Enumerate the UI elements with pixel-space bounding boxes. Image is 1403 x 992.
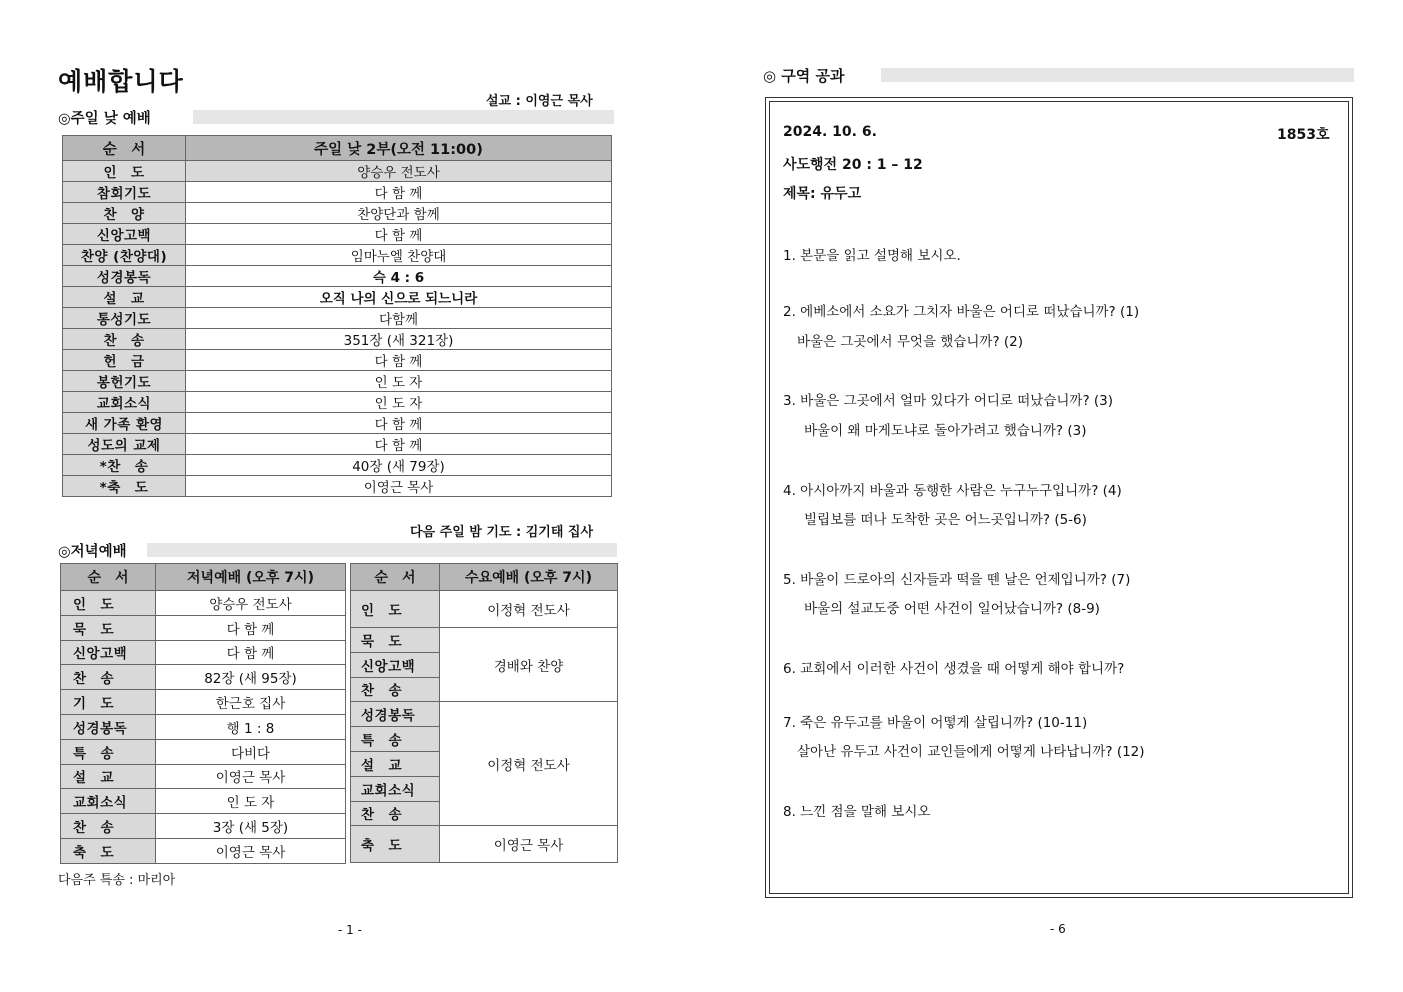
order-header: 순 서 [351, 564, 440, 591]
table-header-row [63, 136, 612, 161]
table-row [61, 714, 346, 739]
table-row [61, 665, 346, 690]
order-label: 설 교 [351, 751, 440, 776]
order-value: 한근호 집사 [156, 690, 346, 715]
table-row [61, 764, 346, 789]
section-divider-bar [147, 543, 617, 557]
next-special-song: 다음주 특송 : 마리아 [58, 873, 176, 888]
order-label: 인 도 [63, 161, 186, 182]
order-value: 슥 4 : 6 [186, 266, 612, 287]
table-row [61, 591, 346, 616]
order-label: 성경봉독 [63, 266, 186, 287]
service-header: 저녁예배 (오후 7시) [156, 564, 346, 591]
table-row [63, 266, 612, 287]
order-value: 다 함 께 [156, 615, 346, 640]
order-value: 인 도 자 [156, 789, 346, 814]
table-row [63, 350, 612, 371]
question-4: 4. 아시아까지 바울과 동행한 사람은 누구누구입니까? (4) [783, 483, 1122, 499]
order-value: 인 도 자 [186, 371, 612, 392]
table-row [63, 203, 612, 224]
table-row [63, 329, 612, 350]
sermon-credit: 설교 : 이영근 목사 [486, 94, 593, 109]
order-value: 찬양단과 함께 [186, 203, 612, 224]
question-4-sub: 빌립보를 떠나 도착한 곳은 어느곳입니까? (5-6) [804, 512, 1087, 528]
table-row [63, 245, 612, 266]
order-value: 82장 (새 95장) [156, 665, 346, 690]
order-label: *찬 송 [63, 455, 186, 476]
order-label: 봉헌기도 [63, 371, 186, 392]
order-label: 찬 송 [61, 665, 156, 690]
order-label: 묵 도 [351, 628, 440, 653]
question-2: 2. 에베소에서 소요가 그치자 바울은 어디로 떠났습니까? (1) [783, 304, 1140, 320]
order-label: 성경봉독 [351, 702, 440, 727]
table-row [61, 838, 346, 863]
order-label: 교회소식 [63, 392, 186, 413]
order-label: *축 도 [63, 476, 186, 497]
order-header: 순 서 [61, 564, 156, 591]
order-value: 40장 (새 79장) [186, 455, 612, 476]
question-5: 5. 바울이 드로아의 신자들과 떡을 뗀 날은 언제입니까? (7) [783, 572, 1131, 588]
question-8: 8. 느낀 점을 말해 보시오 [783, 804, 931, 820]
table-row [61, 789, 346, 814]
order-label: 특 송 [61, 739, 156, 764]
order-label: 설 교 [61, 764, 156, 789]
table-row [63, 182, 612, 203]
order-value: 이영근 목사 [186, 476, 612, 497]
order-value: 다 함 께 [186, 350, 612, 371]
order-value: 다 함 께 [186, 182, 612, 203]
table-row [63, 371, 612, 392]
order-label: 찬 송 [351, 801, 440, 826]
order-label: 신앙고백 [351, 652, 440, 677]
table-row [63, 455, 612, 476]
order-label: 신앙고백 [63, 224, 186, 245]
order-value: 양승우 전도사 [186, 161, 612, 182]
table-row [63, 287, 612, 308]
order-header: 순 서 [63, 136, 186, 161]
order-value: 오직 나의 신으로 되느니라 [186, 287, 612, 308]
order-label: 교회소식 [61, 789, 156, 814]
question-6: 6. 교회에서 이러한 사건이 생겼을 때 어떻게 해야 합니까? [783, 661, 1125, 677]
order-value: 다 함 께 [156, 640, 346, 665]
table-row [351, 702, 618, 727]
table-row [61, 690, 346, 715]
service-header: 수요예배 (오후 7시) [440, 564, 618, 591]
issue-number: 1853호 [1277, 127, 1330, 143]
table-row [61, 739, 346, 764]
order-value: 이정혁 전도사 [440, 702, 618, 826]
table-row [63, 392, 612, 413]
table-row [63, 476, 612, 497]
table-row [351, 591, 618, 628]
question-7-sub: 살아난 유두고 사건이 교인들에게 어떻게 나타납니까? (12) [797, 744, 1145, 760]
table-row [63, 308, 612, 329]
question-1: 1. 본문을 읽고 설명해 보시오. [783, 248, 961, 264]
sunday-service-table [62, 135, 612, 497]
order-value: 이정혁 전도사 [440, 591, 618, 628]
page-number-left: - 1 - [338, 923, 362, 937]
order-label: 성경봉독 [61, 714, 156, 739]
question-3: 3. 바울은 그곳에서 얼마 있다가 어디로 떠났습니까? (3) [783, 393, 1114, 409]
order-label: 새 가족 환영 [63, 413, 186, 434]
order-label: 특 송 [351, 727, 440, 752]
table-row [63, 224, 612, 245]
study-subject: 제목: 유두고 [783, 186, 862, 202]
order-value: 행 1 : 8 [156, 714, 346, 739]
order-label: 인 도 [351, 591, 440, 628]
order-value: 이영근 목사 [440, 826, 618, 863]
order-value: 양승우 전도사 [156, 591, 346, 616]
sunday-section-title: ◎주일 낮 예배 [58, 111, 151, 127]
evening-service-table [60, 563, 346, 864]
order-label: 기 도 [61, 690, 156, 715]
service-header: 주일 낮 2부(오전 11:00) [186, 136, 612, 161]
order-value: 351장 (새 321장) [186, 329, 612, 350]
table-row [351, 628, 618, 653]
order-value: 인 도 자 [186, 392, 612, 413]
order-label: 찬 양 [63, 203, 186, 224]
table-row [63, 161, 612, 182]
study-section-title: ◎ 구역 공과 [763, 67, 845, 85]
order-label: 축 도 [351, 826, 440, 863]
order-value: 다 함 께 [186, 413, 612, 434]
order-label: 교회소식 [351, 776, 440, 801]
order-value: 다비다 [156, 739, 346, 764]
table-row [63, 434, 612, 455]
order-label: 설 교 [63, 287, 186, 308]
section-divider-bar [193, 110, 614, 124]
order-value: 이영근 목사 [156, 764, 346, 789]
order-label: 찬 송 [351, 677, 440, 702]
table-header-row [351, 564, 618, 591]
order-value: 다 함 께 [186, 434, 612, 455]
order-value: 3장 (새 5장) [156, 814, 346, 839]
order-label: 참회기도 [63, 182, 186, 203]
question-7: 7. 죽은 유두고를 바울이 어떻게 살립니까? (10-11) [783, 715, 1088, 731]
order-label: 찬 송 [61, 814, 156, 839]
order-value: 임마누엘 찬양대 [186, 245, 612, 266]
order-label: 성도의 교제 [63, 434, 186, 455]
scripture-reference: 사도행전 20 : 1 – 12 [783, 157, 923, 173]
next-prayer: 다음 주일 밤 기도 : 김기태 집사 [410, 525, 594, 540]
table-row [61, 640, 346, 665]
table-row [63, 413, 612, 434]
question-2-sub: 바울은 그곳에서 무엇을 했습니까? (2) [797, 334, 1024, 350]
table-row [351, 826, 618, 863]
order-label: 통성기도 [63, 308, 186, 329]
order-label: 헌 금 [63, 350, 186, 371]
order-value: 다함께 [186, 308, 612, 329]
wednesday-service-table [350, 563, 618, 863]
order-value: 경배와 찬양 [440, 628, 618, 702]
page-number-right: - 6 [1050, 922, 1066, 936]
order-label: 묵 도 [61, 615, 156, 640]
order-label: 축 도 [61, 838, 156, 863]
order-value: 이영근 목사 [156, 838, 346, 863]
table-row [61, 615, 346, 640]
evening-section-title: ◎저녁예배 [58, 544, 127, 560]
study-date: 2024. 10. 6. [783, 124, 877, 140]
page-title: 예배합니다 [58, 67, 184, 96]
question-5-sub: 바울의 설교도중 어떤 사건이 일어났습니까? (8-9) [804, 601, 1100, 617]
section-divider-bar [881, 68, 1354, 82]
order-value: 다 함 께 [186, 224, 612, 245]
table-row [61, 814, 346, 839]
question-3-sub: 바울이 왜 마게도냐로 돌아가려고 했습니까? (3) [804, 423, 1087, 439]
order-label: 찬양 (찬양대) [63, 245, 186, 266]
table-header-row [61, 564, 346, 591]
order-label: 찬 송 [63, 329, 186, 350]
order-label: 신앙고백 [61, 640, 156, 665]
order-label: 인 도 [61, 591, 156, 616]
